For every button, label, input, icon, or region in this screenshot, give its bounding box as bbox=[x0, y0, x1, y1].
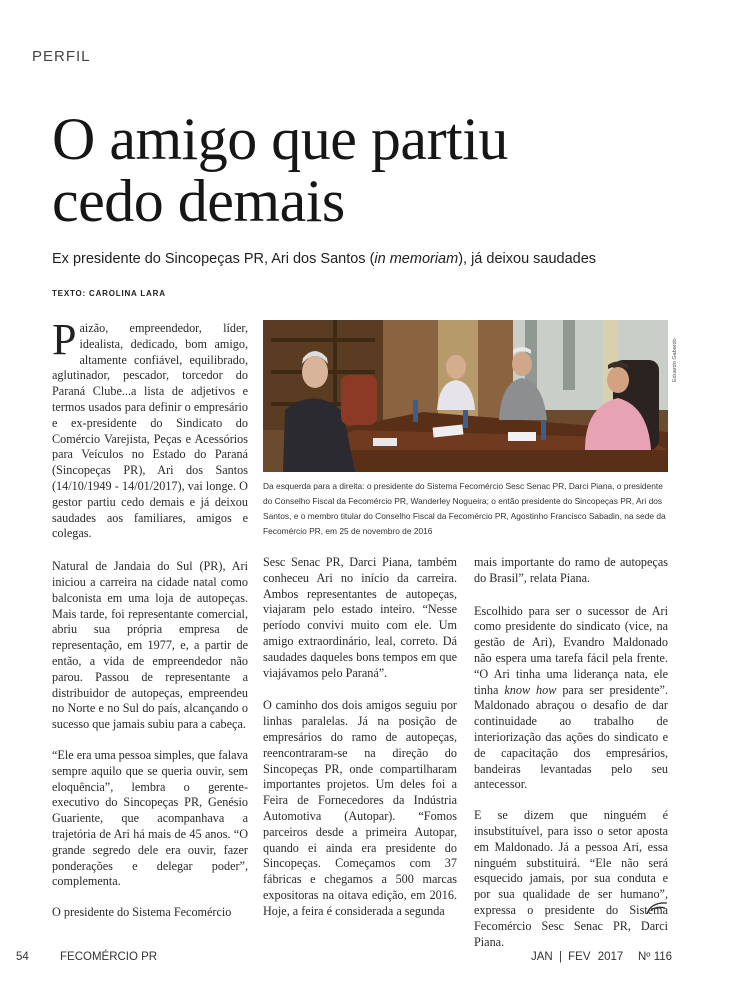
drop-cap: P bbox=[52, 315, 77, 364]
photo-credit: Eduardo Gabardo bbox=[672, 338, 678, 382]
paragraph: mais importante do ramo de autopeças do Brasil”, relata Piana. bbox=[474, 555, 668, 585]
byline: TEXTO: CAROLINA LARA bbox=[52, 289, 166, 298]
title-line-1: O amigo que partiu bbox=[52, 106, 508, 172]
issue-number: Nº 116 bbox=[638, 951, 673, 963]
paragraph: Natural de Jandaia do Sul (PR), Ari iniciou a carreira na cidade natal como balconista em uma loja de autopeças. Mais tarde, foi representante comercial, abriu sua própria empresa de representação, em 1977, e, a partir de então, a vida de empreendedor não parou. Passou de representante a distribuidor de autopeças, empreendeu no Norte e no Sul do país, alcançando o sucesso que jamais subiu para a cabeça. bbox=[52, 559, 248, 732]
title-line-2: cedo demais bbox=[52, 168, 345, 234]
article-title bbox=[52, 108, 672, 232]
paragraph: Sesc Senac PR, Darci Piana, também conheceu Ari no início da carreira. Ambos representantes de autopeças, viajaram pelo estado inteiro. “Nesse período convivi muito com ele. Um amigo extraordinário, leal, correto. Dá saudades daqueles bons tempos em que viajávamos pelo Paraná”. bbox=[263, 555, 457, 680]
meeting-photo-illustration bbox=[263, 320, 668, 472]
page-number: 54 bbox=[16, 951, 29, 963]
section-label: PERFIL bbox=[32, 48, 91, 65]
column-1 bbox=[52, 315, 248, 936]
paragraph: E se dizem que ninguém é insubstituível, para isso o setor aposta em Maldonado. Já a pessoa Ari, essa ninguém substituirá. “Ele não será esquecido jamais, por sua conduta e por sua qualidade de ser humano”, expressa o presidente do Sistema Fecomércio Sesc Senac PR, Darci Piana. bbox=[474, 808, 668, 949]
publication-name: FECOMÉRCIO PR bbox=[60, 951, 158, 963]
column-2 bbox=[263, 555, 457, 935]
paragraph: “Ele era uma pessoa simples, que falava sempre aquilo que se queria ouvir, sem eloquência”, lembra o gerente-executivo do Sincopeças PR, Genésio Guariente, que acompanhava a trajetória de Ari há mais de 45 anos. “O grande segredo dele era ouvir, fazer ponderações e delegar poder”, complementa. bbox=[52, 747, 248, 889]
photo-caption: Da esquerda para a direita: o presidente do Sistema Fecomércio Sesc Senac PR, Darci Piana, o presidente do Conselho Fiscal da Fecomércio PR, Wanderley Nogueira; o então presidente do Sincopeças PR, Ari dos Santos, e o membro titular do Conselho Fiscal da Fecomércio PR, Agostinho Francisco Sabadin, na sede da Fecomércio PR, em 25 de novembro de 2016 bbox=[263, 481, 666, 536]
article-subtitle: Ex presidente do Sincopeças PR, Ari dos Santos (in memoriam), já deixou saudades bbox=[52, 251, 597, 267]
paragraph: Escolhido para ser o sucessor de Ari como presidente do sindicato (vice, na gestão de Ari), Evandro Maldonado não espera uma tarefa fácil pela frente. “O Ari tinha uma liderança nata, ele tinha know how para ser presidente”. Maldonado abraçou o desafio de dar continuidade ao trabalho de interiorização das ações do sindicato e de capacitação dos empresários, bandeiras levantadas pelo seu antecessor. bbox=[474, 603, 668, 792]
meeting-photo bbox=[263, 320, 668, 472]
issue-date: JAN | FEV 2017 bbox=[531, 951, 624, 963]
paragraph-intro: Paizão, empreendedor, líder, idealista, dedicado, bom amigo, altamente confiável, equilibrado, aglutinador, pescador, torcedor do Paraná Clube...a lista de adjetivos e termos usados para definir o empresário e ex-presidente do Sindicato do Comércio Varejista, Peças e Acessórios para Veículos no Estado do Paraná (Sincopeças PR), Ari dos Santos (14/10/1949 - 14/01/2017), vai longe. O gestor partiu cedo demais e já deixou saudades aos familiares, amigos e colegas. bbox=[52, 315, 248, 541]
paragraph: O caminho dos dois amigos seguiu por linhas paralelas. Já na posição de empresários do ramo de autopeças, reencontraram-se na direção do Sincopeças PR, onde compartilharam importantes projetos. Um deles foi a Feira de Fornecedores da Indústria Automotiva (Autopar). “Fomos parceiros desde a primeira Autopar, quando ei ainda era presidente do Sincopeças. Começamos com 37 fábricas e chegamos a 500 marcas expositoras na oitava edição, em 2016. Hoje, a feira é considerada a segunda bbox=[263, 698, 457, 918]
signature-flourish-icon bbox=[645, 900, 669, 916]
column-3 bbox=[474, 555, 668, 965]
paragraph: O presidente do Sistema Fecomércio bbox=[52, 905, 232, 920]
